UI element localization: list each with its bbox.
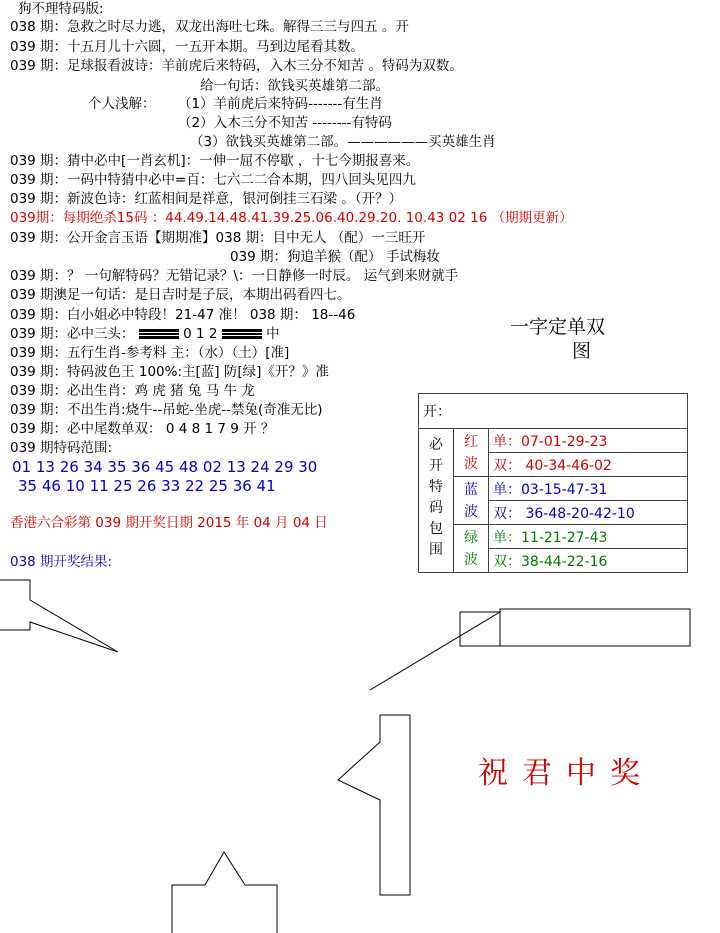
range-row-1: 01 13 26 34 35 36 45 48 02 13 24 29 30	[12, 458, 318, 476]
even-numbers: 双： 36-48-20-42-10	[489, 501, 688, 525]
prediction-line: 039 期特码范围:	[10, 440, 113, 456]
draw-date: 香港六合彩第 039 期开奖日期 2015 年 04 月 04 日	[10, 515, 328, 531]
bar-icon	[222, 329, 262, 339]
poem-line-3: （3）欲钱买英雄第二部。——————买英雄生肖	[190, 134, 496, 150]
wave-green	[454, 525, 489, 573]
prediction-line: 039 期澳足一句话：是日吉时是子辰，本期出码看四七。	[10, 287, 351, 303]
prediction-line: 039 期：五行生肖-参考料 主：（水）（土）[准]	[10, 345, 290, 361]
prediction-line: 039 期：一码中特猜中必中=百：七六二二合本期，四八回头见四九	[10, 172, 416, 188]
vertical-label	[419, 429, 454, 573]
odd-even-title-2: 图	[572, 340, 592, 362]
wave-blue-label: 蓝波	[464, 481, 478, 520]
three-heads-suffix: 中	[266, 326, 280, 342]
poem-line-1: （1）羊前虎后来特码-------有生肖	[178, 96, 383, 112]
wave-green-label: 绿波	[464, 529, 478, 568]
prediction-line: 039 期：猜中必中[一肖玄机]：一伸一屈不停歇 ，十七今期报喜来。	[10, 153, 420, 169]
wave-red-label: 红波	[464, 433, 478, 472]
three-heads-line	[10, 326, 280, 343]
odd-numbers: 单：11-21-27-43	[489, 525, 688, 549]
prediction-line: 039 期：足球报看波诗：羊前虎后来特码，入木三分不知苦 。特码为双数。	[10, 58, 463, 74]
prediction-line: 039 期：白小姐必中特段！21-47 准！ 038 期： 18--46	[10, 307, 356, 323]
even-numbers: 双：38-44-22-16	[489, 549, 688, 573]
prediction-line: 039 期：新波色诗：红蓝相间是祥意，银河倒挂三石梁 。（开？）	[10, 191, 403, 207]
poem-label: 个人浅解：	[88, 96, 156, 112]
odd-even-title: 一字定单双	[510, 316, 606, 338]
prediction-line: 038 期：急救之时尽力逃，双龙出海吐七珠。解得三三与四五 。开	[10, 19, 409, 35]
wave-table	[418, 393, 688, 573]
prediction-line: 039 期：必出生肖：鸡 虎 猪 兔 马 牛 龙	[10, 383, 255, 399]
range-row-2: 35 46 10 11 25 26 33 22 25 36 41	[18, 477, 276, 495]
prediction-line: 039 期：公开金言玉语【期期准】038 期：目中无人 （配）一三旺开	[10, 230, 426, 246]
wave-blue	[454, 477, 489, 525]
header-title: 狗不理特码版:	[18, 1, 104, 17]
odd-numbers: 单：07-01-29-23	[489, 429, 688, 453]
prediction-line: 039 期：不出生肖:烧牛--吊蛇-坐虎--禁兔(奇准无比)	[10, 402, 323, 418]
prediction-line: 039 期：必中尾数单双： 0 4 8 1 7 9 开 ？	[10, 421, 275, 437]
kill-numbers-line: 039期：每期绝杀15码 ：44.49.14.48.41.39.25.06.40.29.20. 10.43 02 16 （期期更新）	[10, 210, 573, 226]
bar-icon	[139, 329, 179, 339]
vertical-label-text: 必开特码包围	[429, 437, 443, 558]
prediction-line: 039 期：狗追羊猴（配） 手试梅妆	[230, 249, 440, 265]
table-open-label: 开：	[423, 404, 451, 420]
prediction-line: 039 期：十五月儿十六圆，一五开本期。马到边尾看其数。	[10, 39, 365, 55]
three-heads-digits: 0 1 2	[183, 326, 218, 342]
prediction-line: 039 期：特码波色王 100%:主[蓝] 防[绿]《开？》准	[10, 364, 329, 380]
odd-numbers: 单：03-15-47-31	[489, 477, 688, 501]
last-result-label: 038 期开奖结果:	[10, 554, 113, 570]
poem-line-2: （2）入木三分不知苦 --------有特码	[178, 115, 392, 131]
three-heads-label: 039 期：必中三头：	[10, 326, 135, 342]
even-numbers: 双： 40-34-46-02	[489, 453, 688, 477]
prediction-line: 039 期：？ 一句解特码？无错记录？\：一日静修一时辰。 运气到来财就手	[10, 268, 459, 284]
wave-red	[454, 429, 489, 477]
good-luck-text: 祝君中奖	[478, 756, 654, 791]
table-open-cell	[419, 394, 688, 429]
poem-title: 给一句话：欲钱买英雄第二部。	[200, 78, 389, 94]
